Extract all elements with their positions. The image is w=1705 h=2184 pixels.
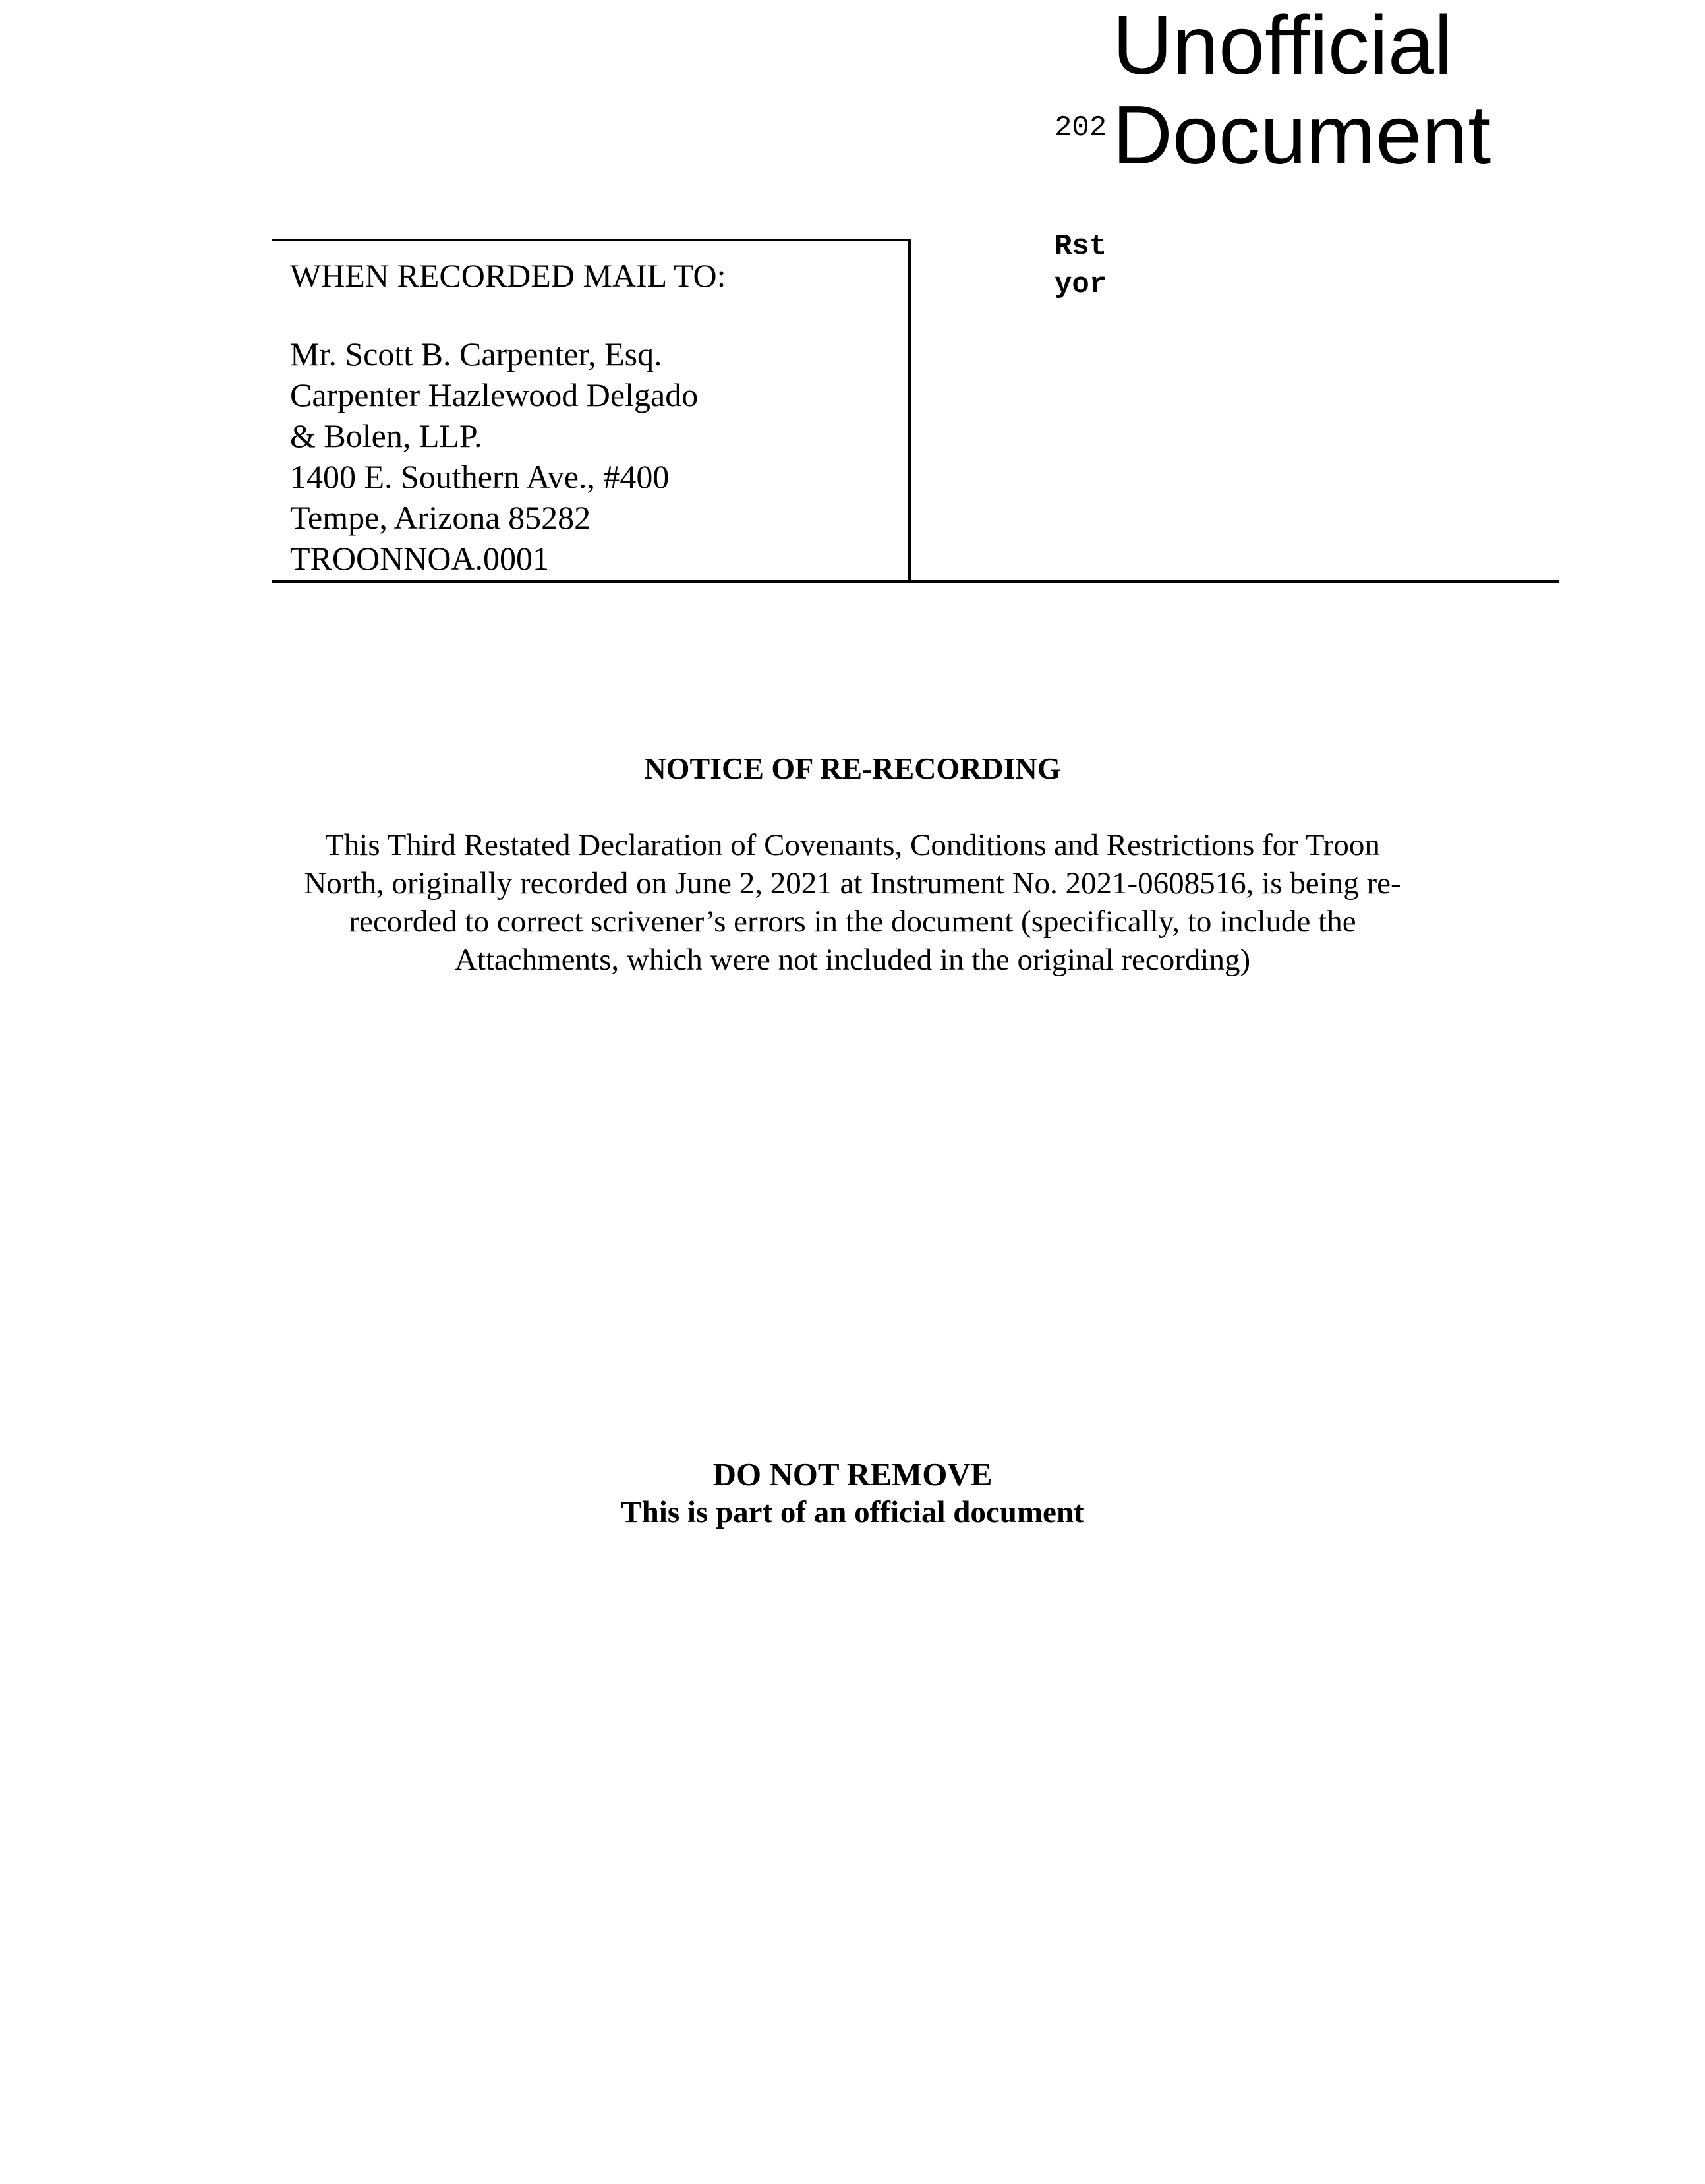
stamp-code-line-2: yor [1055,268,1107,301]
mail-to-line: Mr. Scott B. Carpenter, Esq. [290,336,662,372]
mail-to-line: TROONNOA.0001 [290,540,550,577]
watermark-line-1: Unofficial [1113,0,1453,92]
notice-body-line: recorded to correct scrivener’s errors in the document (specifically, to include the [349,904,1356,939]
header-bottom-rule [272,580,1559,583]
official-document-notice: This is part of an official document [621,1495,1084,1529]
mail-to-address [290,334,698,579]
notice-body-line: This Third Restated Declaration of Covenants, Conditions and Restrictions for Troon [325,828,1380,862]
notice-body [0,826,1705,979]
notice-body-line: North, originally recorded on June 2, 2021 at Instrument No. 2021-0608516, is being re- [304,866,1401,900]
mail-box-right-rule [908,239,911,583]
mail-to-header: WHEN RECORDED MAIL TO: [290,257,726,294]
mail-to-line: Carpenter Hazlewood Delgado [290,376,699,413]
watermark-line-2: Document [1113,88,1491,181]
stamp-code-line-1: Rst [1055,230,1107,263]
mail-to-line: 1400 E. Southern Ave., #400 [290,458,670,495]
do-not-remove-title: DO NOT REMOVE [712,1456,993,1492]
notice-title: NOTICE OF RE-RECORDING [644,752,1061,785]
mail-to-line: & Bolen, LLP. [290,417,482,454]
mail-box-top-rule [272,239,911,241]
notice-body-line: Attachments, which were not included in the original recording) [454,943,1251,977]
recording-number-fragment: 202 [1055,111,1107,144]
mail-to-line: Tempe, Arizona 85282 [290,499,591,536]
